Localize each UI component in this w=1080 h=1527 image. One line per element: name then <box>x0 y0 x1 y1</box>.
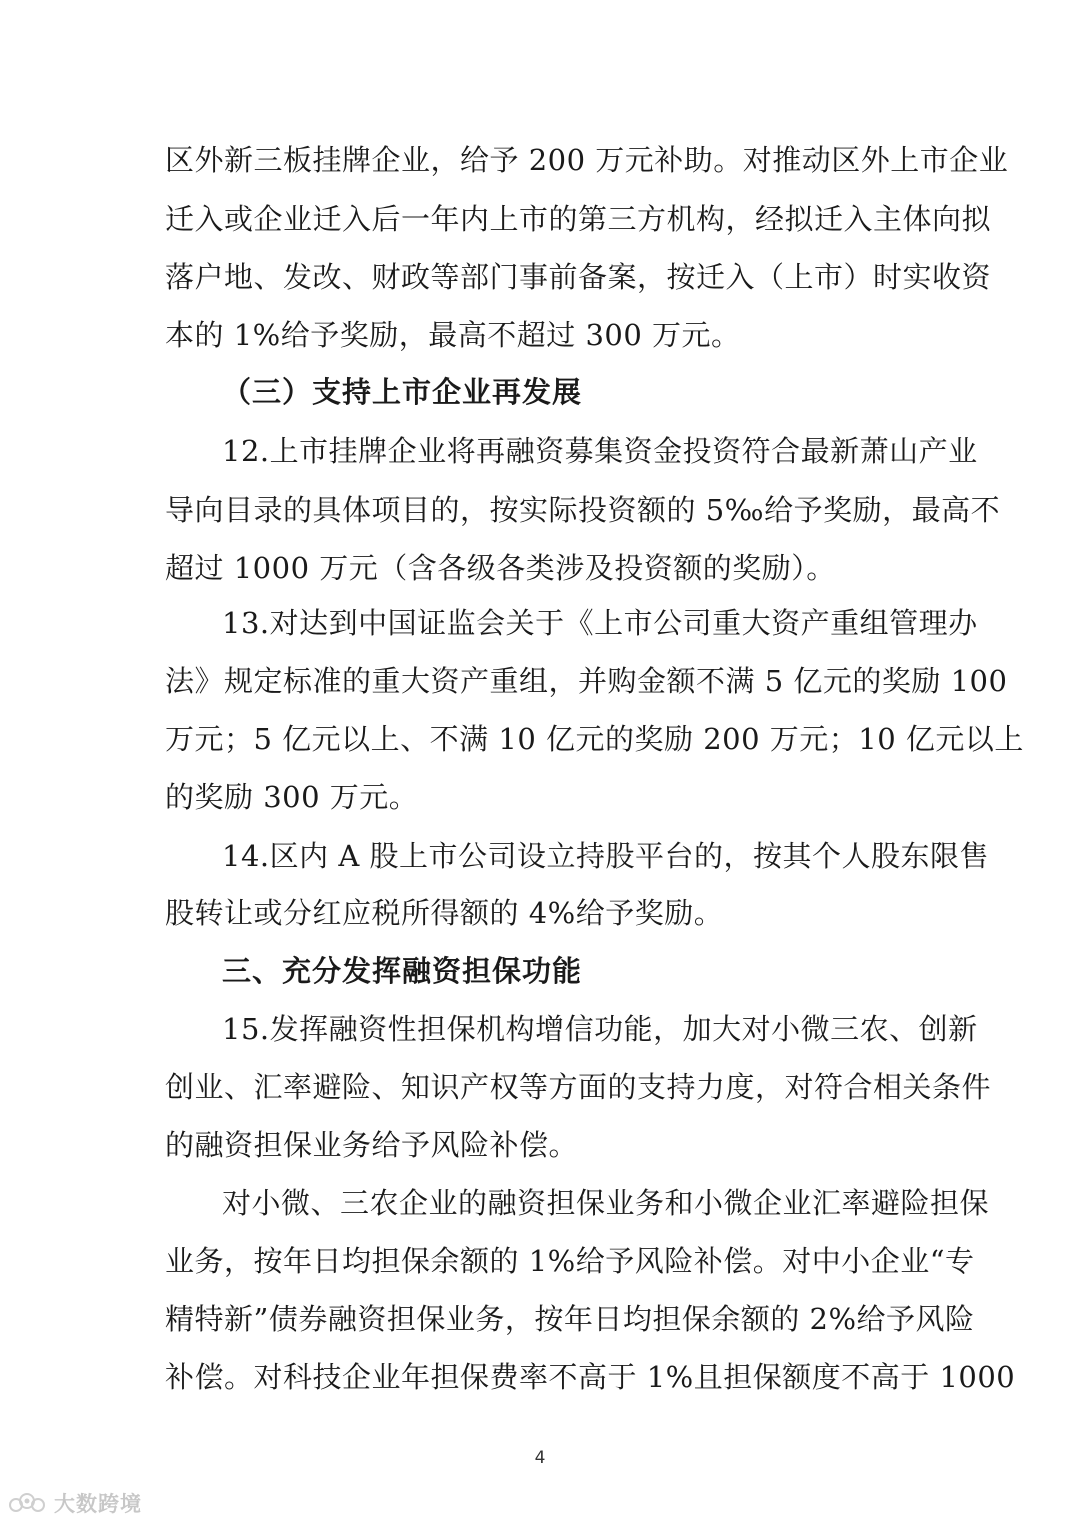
paragraph-line: 迁入或企业迁入后一年内上市的第三方机构，经拟迁入主体向拟 <box>165 202 992 236</box>
paragraph-line: 13.对达到中国证监会关于《上市公司重大资产重组管理办 <box>222 606 978 640</box>
watermark <box>8 1488 142 1518</box>
paragraph-line: 导向目录的具体项目的，按实际投资额的 5‰给予奖励，最高不 <box>165 493 1001 527</box>
paragraph-line: 区外新三板挂牌企业，给予 200 万元补助。对推动区外上市企业 <box>165 143 1009 177</box>
watermark-text: 大数跨境 <box>54 1492 142 1516</box>
paragraph-line: 超过 1000 万元（含各级各类涉及投资额的奖励）。 <box>165 551 836 585</box>
paragraph-line: 的奖励 300 万元。 <box>165 780 419 814</box>
paragraph-line: 万元；5 亿元以上、不满 10 亿元的奖励 200 万元；10 亿元以上 <box>165 722 1024 756</box>
paragraph-line: 的融资担保业务给予风险补偿。 <box>165 1128 579 1162</box>
paragraph-line: 创业、汇率避险、知识产权等方面的支持力度，对符合相关条件 <box>165 1070 992 1104</box>
paragraph-line: 补偿。对科技企业年担保费率不高于 1%且担保额度不高于 1000 <box>165 1360 1016 1394</box>
paragraph-line: 15.发挥融资性担保机构增信功能，加大对小微三农、创新 <box>222 1012 978 1046</box>
paragraph-line: 股转让或分红应税所得额的 4%给予奖励。 <box>165 896 724 930</box>
page-number: 4 <box>534 1448 546 1468</box>
paragraph-line: 对小微、三农企业的融资担保业务和小微企业汇率避险担保 <box>222 1186 990 1220</box>
section-heading: 三、充分发挥融资担保功能 <box>222 954 583 988</box>
paragraph-line: 落户地、发改、财政等部门事前备案，按迁入（上市）时实收资 <box>165 260 992 294</box>
cloud-logo-icon <box>8 1492 48 1514</box>
paragraph-line: 本的 1%给予奖励，最高不超过 300 万元。 <box>165 318 741 352</box>
paragraph-line: 业务，按年日均担保余额的 1%给予风险补偿。对中小企业“专 <box>165 1244 975 1278</box>
paragraph-line: 12.上市挂牌企业将再融资募集资金投资符合最新萧山产业 <box>222 434 978 468</box>
section-heading: （三）支持上市企业再发展 <box>222 375 583 409</box>
paragraph-line: 14.区内 A 股上市公司设立持股平台的，按其个人股东限售 <box>222 839 990 873</box>
paragraph-line: 精特新”债券融资担保业务，按年日均担保余额的 2%给予风险 <box>165 1302 975 1336</box>
paragraph-line: 法》规定标准的重大资产重组，并购金额不满 5 亿元的奖励 100 <box>165 664 1008 698</box>
